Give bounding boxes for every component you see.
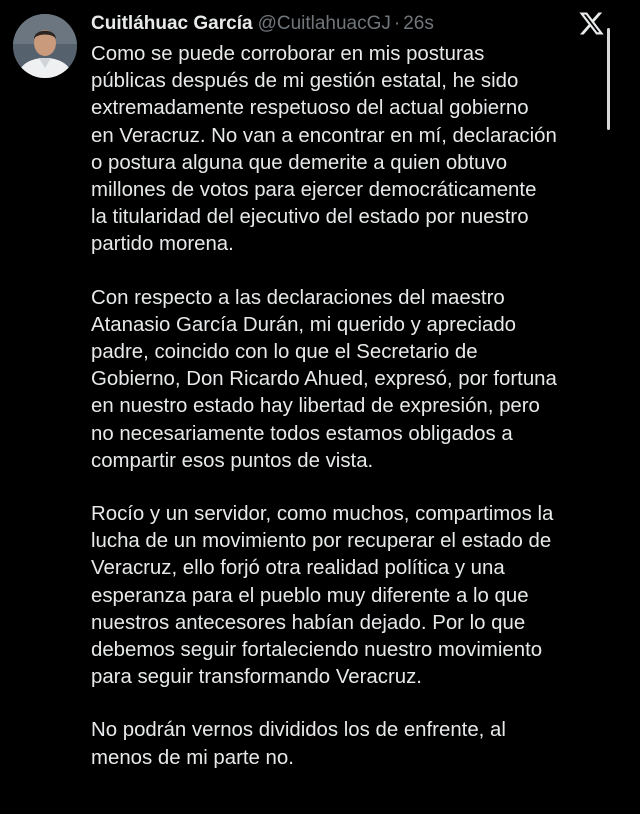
text-line: la titularidad del ejecutivo del estado por nuestro — [91, 206, 529, 229]
display-name[interactable]: Cuitláhuac García — [91, 13, 253, 34]
text-line: extremadamente respetuoso del actual gobierno — [91, 97, 529, 120]
text-line: millones de votos para ejercer democráticamente — [91, 179, 537, 202]
tweet-text — [91, 41, 631, 798]
text-line: No podrán vernos divididos los de enfrente, al — [91, 719, 506, 742]
text-line: padre, coincido con lo que el Secretario de — [91, 341, 478, 364]
text-line: públicas después de mi gestión estatal, he sido — [91, 70, 519, 93]
user-handle[interactable]: @CuitlahuacGJ — [257, 13, 391, 34]
tweet-paragraph-4 — [91, 717, 631, 771]
text-line: para seguir transformando Veracruz. — [91, 666, 422, 689]
text-line: Atanasio García Durán, mi querido y apreciado — [91, 313, 517, 336]
text-line: partido morena. — [91, 233, 234, 256]
text-line: o postura alguna que demerite a quien obtuvo — [91, 151, 508, 174]
text-line: esperanza para el pueblo muy diferente a lo que — [91, 584, 529, 607]
text-line: Como se puede corroborar en mis posturas — [91, 43, 485, 65]
text-line: lucha de un movimiento por recuperar el estado de — [91, 530, 552, 553]
tweet-paragraph-1 — [91, 41, 631, 259]
text-line: Veracruz, ello forjó otra realidad política y una — [91, 557, 505, 580]
tweet-paragraph-2 — [91, 285, 631, 475]
text-line: no necesariamente todos estamos obligados a — [91, 422, 513, 445]
text-line: Gobierno, Don Ricardo Ahued, expresó, por fortuna — [91, 368, 557, 391]
tweet-paragraph-3 — [91, 501, 631, 691]
separator-dot: · — [393, 13, 401, 34]
x-logo-icon[interactable] — [578, 10, 605, 37]
text-line: Rocío y un servidor, como muchos, compartimos la — [91, 503, 554, 526]
text-line: en Veracruz. No van a encontrar en mí, declaración — [91, 124, 557, 147]
text-line: en nuestro estado hay libertad de expresión, pero — [91, 395, 540, 418]
avatar[interactable] — [13, 14, 77, 78]
text-line: Con respecto a las declaraciones del maestro — [91, 286, 505, 309]
text-line: debemos seguir fortaleciendo nuestro movimiento — [91, 639, 543, 662]
timestamp[interactable]: 26s — [403, 13, 434, 34]
text-line: compartir esos puntos de vista. — [91, 449, 374, 472]
avatar-photo-icon — [13, 14, 77, 78]
text-line: nuestros antecesores habían dejado. Por lo que — [91, 611, 526, 634]
text-line: menos de mi parte no. — [91, 746, 294, 769]
tweet-header — [91, 10, 434, 38]
